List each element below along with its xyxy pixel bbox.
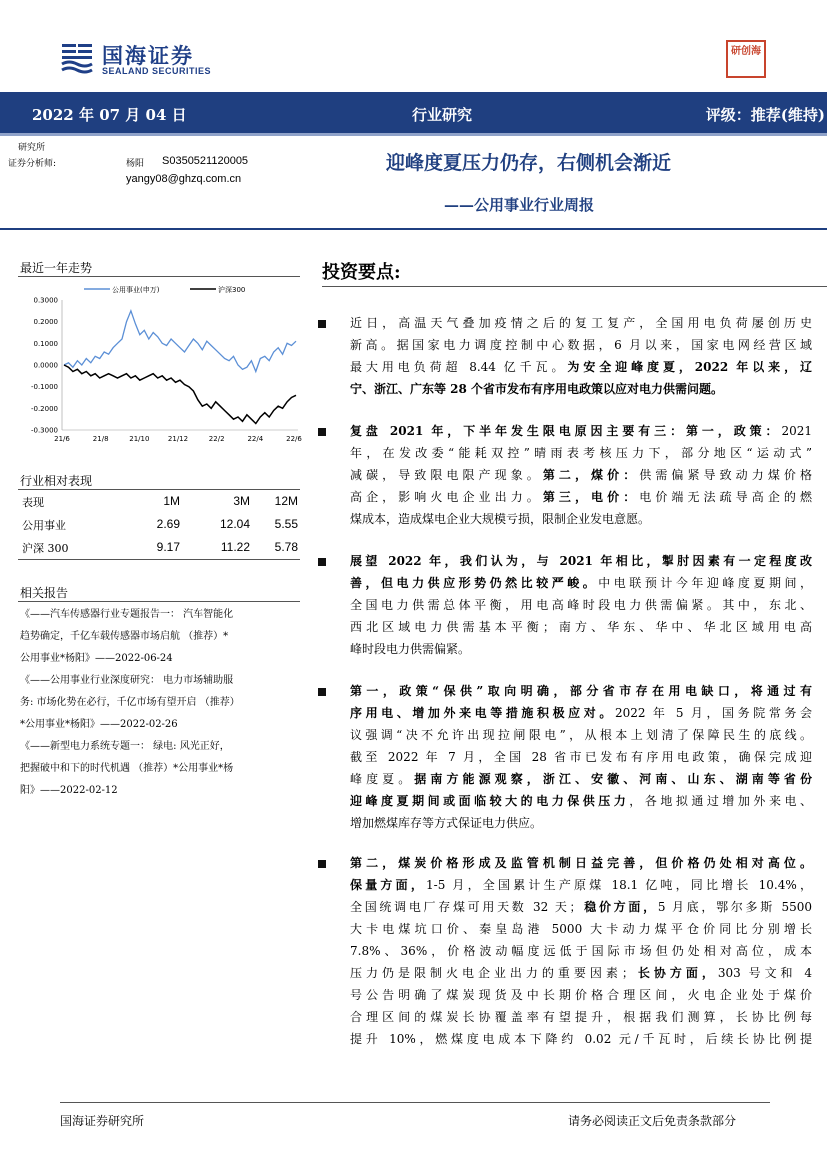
- bold-text-run: 稳价方面，: [581, 900, 658, 914]
- analyst-email[interactable]: yangy08@ghzq.com.cn: [126, 173, 242, 185]
- text-run: 2021: [781, 424, 812, 438]
- logo-english-name: SEALAND SECURITIES: [102, 66, 212, 76]
- legend-label-hs300: 沪深300: [218, 286, 246, 294]
- x-tick-label: 22/4: [247, 435, 264, 443]
- paragraph-line: 大卡电煤坑口价、秦皇岛港 5000 大卡动力煤平仓价同比分别增长: [350, 922, 812, 936]
- paragraph-line: 展望 2022 年，我们认为，与 2021 年相比，掣肘因素有一定程度改: [350, 554, 812, 568]
- x-tick-label: 21/6: [54, 435, 70, 443]
- y-tick-label: 0.3000: [33, 296, 58, 305]
- paragraph-line: [350, 702, 812, 724]
- report-subtitle: ——公用事业行业周报: [444, 196, 595, 214]
- bullet-square-icon: [318, 688, 326, 696]
- text-run: 减碳，导致限电限产现象。: [350, 468, 543, 482]
- performance-heading: 行业相对表现: [20, 474, 93, 488]
- paragraph-line: [350, 420, 812, 442]
- bullet-point-5: [318, 852, 827, 1050]
- main-rule: [322, 286, 827, 287]
- performance-table: [20, 490, 300, 559]
- analyst-dept: 研究所: [18, 143, 46, 153]
- company-logo: [60, 40, 300, 80]
- x-tick-label: 21/8: [92, 435, 109, 443]
- paragraph-line: [350, 874, 812, 896]
- table-header-cell: 3M: [233, 494, 250, 508]
- paragraph-line: 峰时段电力供需偏紧。: [350, 642, 471, 656]
- x-tick-label: 22/6: [286, 435, 302, 443]
- table-row: [20, 513, 300, 536]
- paragraph-line: 截至 2022 年 7 月，全国 28 省市已发布有序用电政策，确保完成迎: [350, 750, 812, 764]
- table-cell: 9.17: [156, 540, 180, 554]
- paragraph-line: 近日，高温天气叠加疫情之后的复工复产，全国用电负荷屡创历史: [350, 316, 812, 330]
- paragraph-line: 年，在发改委“能耗双控”晴雨表考核压力下，部分地区“运动式”: [350, 446, 812, 460]
- paragraph-line: 号公告明确了煤炭现货及中长期价格合理区间，火电企业处于煤价: [350, 988, 812, 1002]
- bullet-square-icon: [318, 428, 326, 436]
- paragraph-line: 合理区间的煤炭长协覆盖率有望提升，根据我们测算，长协比例每: [350, 1010, 812, 1024]
- investment-highlights-heading: 投资要点:: [322, 262, 401, 283]
- text-run: 高企，影响火电企业出力。: [350, 490, 543, 504]
- text-run: 1-5 月，全国累计生产原煤 18.1 亿吨，同比增长 10.4%，: [426, 878, 812, 892]
- bold-text-run: 序用电、增加外来电等措施积极应对。: [350, 706, 615, 720]
- y-tick-label: -0.3000: [30, 426, 58, 435]
- y-tick-label: -0.2000: [30, 404, 58, 413]
- series-line-hs300: [64, 365, 296, 424]
- x-tick-label: 21/12: [167, 435, 189, 443]
- bullet-point-1: [318, 312, 827, 400]
- bold-text-run: 善，但电力供应形势仍然比较严峻。: [350, 576, 599, 590]
- bold-text-run: 长协方面，: [633, 966, 718, 980]
- report-title: 迎峰度夏压力仍存，右侧机会渐近: [386, 152, 672, 174]
- text-run: 峰度夏。: [350, 772, 415, 786]
- bullet-point-3: [318, 550, 827, 660]
- bullet-point-4: [318, 680, 827, 834]
- related-report-line[interactable]: 公用事业*杨阳》——2022-06-24: [20, 653, 173, 664]
- bullet-square-icon: [318, 320, 326, 328]
- table-header-cell: 12M: [274, 494, 298, 508]
- y-tick-label: 0.1000: [33, 339, 58, 348]
- table-header-cell: 1M: [163, 494, 180, 508]
- paragraph-line: 全国电力供需总体平衡，用电高峰时段电力供需偏紧。其中，东北、: [350, 598, 812, 612]
- x-tick-label: 21/10: [129, 435, 150, 443]
- text-run: 压力仍是限制火电企业出力的重要因素；: [350, 966, 634, 980]
- paragraph-line: 第二，煤炭价格形成及监管机制日益完善，但价格仍处相对高位。: [350, 856, 812, 870]
- related-report-line[interactable]: 趋势确定，千亿车载传感器市场启航 （推荐）*: [20, 631, 229, 642]
- text-run: 303 号文和 4: [717, 966, 812, 980]
- report-date: 2022 年 07 月 04 日: [32, 106, 187, 124]
- series-line-utilities: [64, 311, 296, 372]
- paragraph-line: [350, 896, 812, 918]
- sealand-logo-icon: [60, 40, 94, 74]
- bold-text-run: 第二，煤价：: [542, 468, 640, 482]
- bold-text-run: 为安全迎峰度夏，2022 年以来，辽: [567, 360, 812, 374]
- bold-text-run: 复盘 2021 年，下半年发生限电原因主要有三：第一，政策：: [350, 424, 782, 438]
- y-tick-label: 0.2000: [33, 318, 58, 327]
- paragraph-line: [350, 486, 812, 508]
- paragraph-line: [350, 572, 812, 594]
- table-header-cell: 表现: [22, 496, 44, 509]
- table-cell: 2.69: [156, 517, 180, 531]
- logo-chinese-name: 国海证券: [102, 43, 194, 68]
- chart-legend: [84, 285, 245, 294]
- related-report-line[interactable]: 《——公用事业行业深度研究： 电力市场辅助服: [20, 675, 234, 686]
- paragraph-line: [350, 768, 812, 790]
- header-band: [0, 92, 827, 136]
- related-report-line[interactable]: 把握破中和下的时代机遇 （推荐）*公用事业*杨: [20, 763, 234, 774]
- research-seal-icon: 研创海: [726, 40, 766, 78]
- performance-bottom-rule: [18, 559, 300, 560]
- table-cell: 公用事业: [22, 519, 66, 532]
- paragraph-line: 增加燃煤库存等方式保证电力供应。: [350, 816, 543, 830]
- footer-rule: [60, 1102, 770, 1103]
- paragraph-line: 提升 10%，燃煤度电成本下降约 0.02 元/千瓦时，后续长协比例提: [350, 1032, 812, 1046]
- analyst-name: 杨阳: [126, 159, 145, 169]
- paragraph-line: [350, 962, 812, 984]
- bold-text-run: 第三，电价：: [542, 490, 640, 504]
- table-cell: 11.22: [220, 540, 250, 554]
- x-tick-label: 22/2: [208, 435, 225, 443]
- bullet-square-icon: [318, 860, 326, 868]
- footer-disclaimer[interactable]: 请务必阅读正文后免责条款部分: [568, 1114, 737, 1128]
- bold-text-run: 据南方能源观察，浙江、安徽、河南、山东、湖南等省份: [414, 772, 812, 786]
- y-tick-label: -0.1000: [30, 383, 58, 392]
- text-run: 2022 年 5 月，国务院常务会: [614, 706, 812, 720]
- text-run: ，各地拟通过增加外来电、: [629, 794, 812, 808]
- related-report-line[interactable]: 务: 市场化势在必行，千亿市场有望开启 （推荐）: [20, 697, 240, 708]
- text-run: 全国统调电厂存煤可用天数 32 天；: [350, 900, 582, 914]
- paragraph-line: 煤成本，造成煤电企业大规模亏损，限制企业发电意愿。: [350, 512, 651, 526]
- analyst-cert-number: S0350521120005: [162, 155, 249, 167]
- table-header-row: [20, 490, 300, 513]
- paragraph-line: 新高。据国家电力调度控制中心数据，6 月以来，国家电网经营区域: [350, 338, 812, 352]
- table-cell: 12.04: [219, 517, 250, 531]
- rating: 评级：推荐(维持): [705, 106, 825, 124]
- related-rule: [18, 601, 300, 602]
- bullet-square-icon: [318, 558, 326, 566]
- related-reports: [20, 604, 300, 802]
- paragraph-line: 第一，政策“保供”取向明确，部分省市存在用电缺口，将通过有: [350, 684, 812, 698]
- table-row: [20, 536, 300, 559]
- bold-text-run: 迎峰度夏期间或面临较大的电力保供压力: [350, 794, 630, 808]
- table-cell: 5.78: [274, 540, 298, 554]
- y-tick-label: 0.0000: [33, 361, 58, 370]
- table-cell: 沪深 300: [22, 542, 69, 555]
- paragraph-line: 西北区域电力供需基本平衡；南方、华东、华中、华北区域用电高: [350, 620, 812, 634]
- text-run: 最大用电负荷超 8.44 亿千瓦。: [350, 360, 568, 374]
- paragraph-line: 7.8%、36%，价格波动幅度远低于国际市场但仍处相对高位，成本: [350, 944, 812, 958]
- related-report-line[interactable]: 阳》——2022-02-12: [20, 785, 118, 796]
- text-run: 5 月底，鄂尔多斯 5500: [657, 900, 812, 914]
- table-cell: 5.55: [274, 517, 298, 531]
- related-report-line[interactable]: 《——汽车传感器行业专题报告一： 汽车智能化: [20, 609, 234, 620]
- trend-heading: 最近一年走势: [20, 261, 93, 275]
- paragraph-line: 宁、浙江、广东等 28 个省市发布有序用电政策以应对电力供需问题。: [350, 382, 724, 396]
- trend-rule: [18, 276, 300, 277]
- legend-label-utilities: 公用事业(申万): [112, 286, 160, 294]
- related-report-line[interactable]: 《——新型电力系统专题一： 绿电: 风光正好，: [20, 741, 230, 752]
- trend-chart: [18, 282, 302, 452]
- report-type: 行业研究: [412, 106, 473, 124]
- footer-left: 国海证券研究所: [60, 1114, 145, 1128]
- related-report-line[interactable]: *公用事业*杨阳》——2022-02-26: [20, 719, 178, 730]
- text-run: 电价端无法疏导高企的燃: [639, 490, 812, 504]
- bullet-point-2: [318, 420, 827, 530]
- text-run: 供需偏紧导致动力煤价格: [639, 468, 812, 482]
- related-heading: 相关报告: [20, 586, 69, 600]
- paragraph-line: [350, 356, 812, 378]
- paragraph-line: [350, 790, 812, 812]
- paragraph-line: 议强调“决不允许出现拉闸限电”，从根本上划清了保障民生的底线。: [350, 728, 812, 742]
- text-run: 中电联预计今年迎峰度夏期间，: [598, 576, 812, 590]
- header-divider: [0, 228, 827, 230]
- paragraph-line: [350, 464, 812, 486]
- analyst-role: 证券分析师:: [8, 159, 57, 169]
- bold-text-run: 保量方面，: [350, 878, 427, 892]
